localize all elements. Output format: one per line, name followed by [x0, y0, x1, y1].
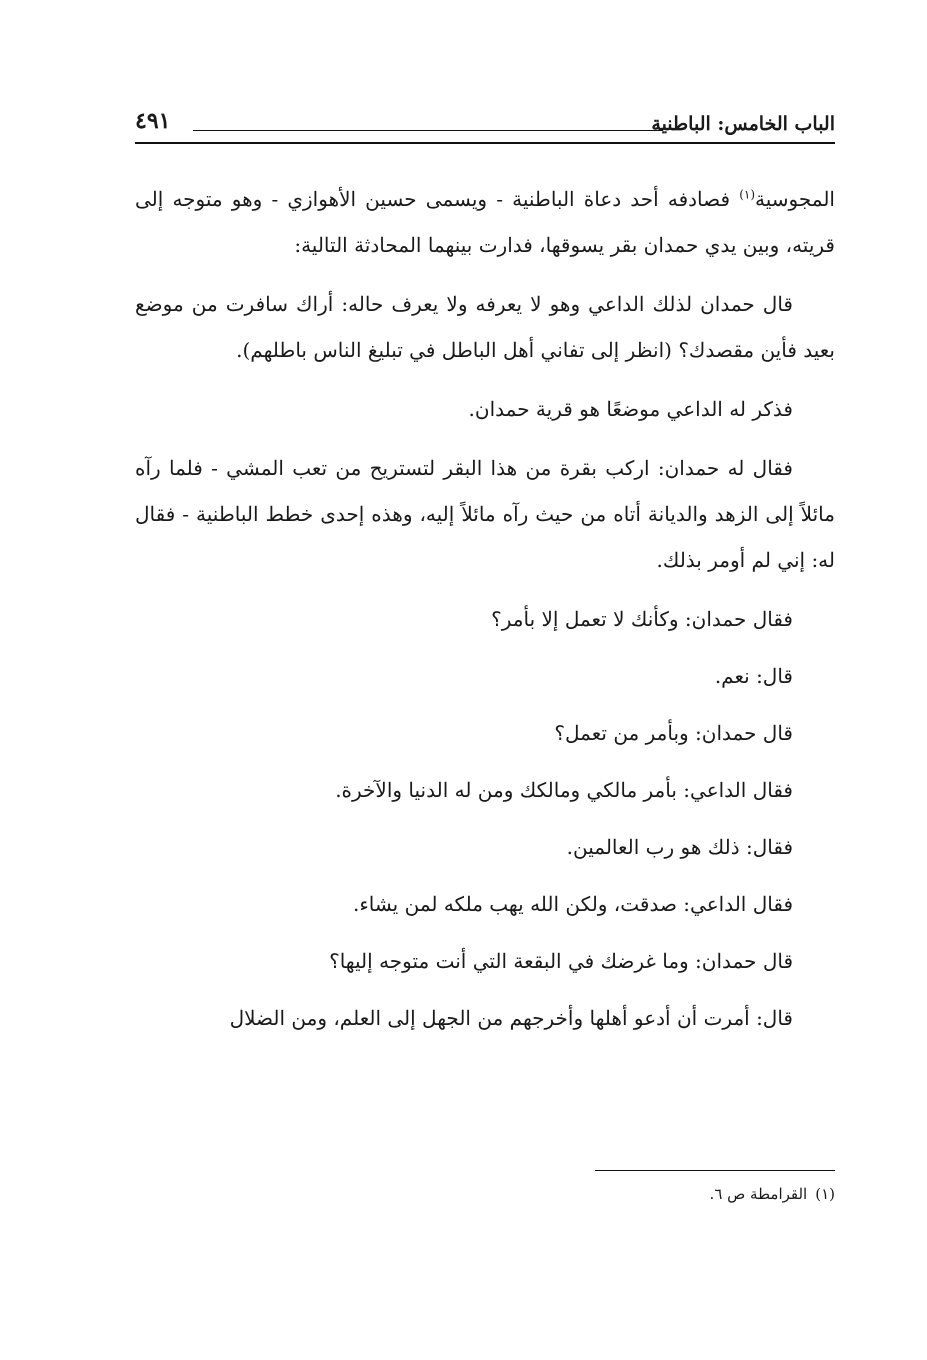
footnote-reference: (١) [739, 187, 756, 202]
paragraph-3: فذكر له الداعي موضعًا هو قرية حمدان. [468, 397, 793, 421]
paragraph-1-rest: فصادفه أحد دعاة الباطنية - ويسمى حسين الأهوازي - وهو متوجه إلى قريته، وبين يدي حمدان بقر يسوقها، فدارت بينهما المحادثة التالية: [135, 187, 835, 257]
paragraph-1 [135, 176, 835, 268]
paragraph-8: فقال الداعي: بأمر مالكي ومالكك ومن له الدنيا والآخرة. [335, 778, 793, 802]
paragraph-10: فقال الداعي: صدقت، ولكن الله يهب ملكه لمن يشاء. [352, 892, 793, 916]
paragraph-4: فقال له حمدان: اركب بقرة من هذا البقر لتستريح من تعب المشي - فلما رآه مائلاً إلى الزهد والديانة أتاه من حيث رآه مائلاً إليه، وهذه إحدى خطط الباطنية - فقال له: إني لم أومر بذلك. [135, 456, 835, 572]
page-number: ٤٩١ [135, 108, 171, 134]
header-divider-line [193, 130, 663, 131]
paragraph-7: قال حمدان: وبأمر من تعمل؟ [554, 721, 793, 745]
header-rule [135, 142, 835, 144]
body-text [135, 176, 835, 1052]
paragraph-1-start: المجوسية [755, 187, 835, 211]
paragraph-6: قال: نعم. [714, 664, 793, 688]
footnote-number: (١) [815, 1185, 835, 1203]
footnote-separator [595, 1170, 835, 1171]
paragraph-12: قال: أمرت أن أدعو أهلها وأخرجهم من الجهل إلى العلم، ومن الضلال [229, 1006, 793, 1030]
paragraph-2: قال حمدان لذلك الداعي وهو لا يعرفه ولا يعرف حاله: أراك سافرت من موضع بعيد فأين مقصدك؟ (انظر إلى تفاني أهل الباطل في تبليغ الناس باطلهم). [135, 292, 835, 362]
paragraph-9: فقال: ذلك هو رب العالمين. [566, 835, 793, 859]
paragraph-11: قال حمدان: وما غرضك في البقعة التي أنت متوجه إليها؟ [329, 949, 793, 973]
chapter-title: الباب الخامس: الباطنية [651, 113, 835, 135]
footnote [435, 1182, 835, 1206]
running-header [135, 108, 835, 142]
footnote-text: القرامطة ص ٦. [709, 1185, 808, 1203]
paragraph-5: فقال حمدان: وكأنك لا تعمل إلا بأمر؟ [491, 607, 793, 631]
